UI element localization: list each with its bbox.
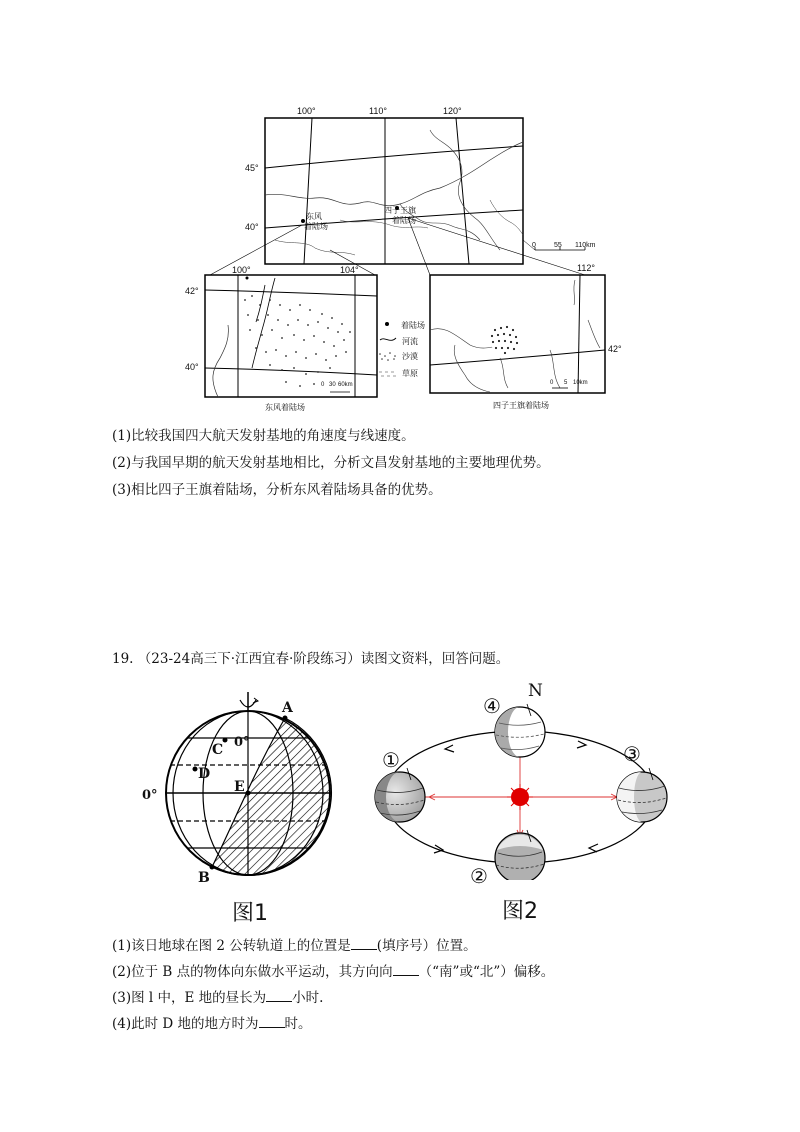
figure-1-globe bbox=[140, 690, 350, 930]
right-inset-map bbox=[430, 275, 605, 393]
fig1-label-c: C bbox=[212, 742, 224, 758]
right-map-caption: 四子王旗着陆场 bbox=[493, 401, 549, 410]
fig1-label-zero-left: 0° bbox=[142, 788, 158, 803]
fig1-label-e: E bbox=[234, 779, 245, 795]
lon-label-120: 120° bbox=[443, 106, 462, 116]
q19-4-suffix: 时。 bbox=[284, 1016, 312, 1032]
fig2-caption: 图2 bbox=[502, 899, 538, 924]
main-scale-110: 110km bbox=[575, 242, 596, 249]
figure-2-orbit bbox=[365, 680, 675, 880]
main-scale-0: 0 bbox=[532, 242, 536, 249]
map-legend bbox=[379, 322, 396, 376]
fig1-label-zero-top: 0° bbox=[234, 735, 250, 750]
answer-blank-4[interactable] bbox=[259, 1015, 285, 1028]
right-lat-42: 42° bbox=[608, 344, 622, 354]
fig1-label-a: A bbox=[282, 700, 293, 716]
siziwang-label: 四子王旗 bbox=[384, 206, 416, 215]
left-lat-40: 40° bbox=[185, 362, 199, 372]
main-map bbox=[265, 118, 585, 264]
legend-landing: 着陆场 bbox=[401, 321, 425, 330]
main-scale-55: 55 bbox=[554, 242, 562, 249]
dongfeng-label: 东风 bbox=[306, 212, 322, 221]
question-19-4 bbox=[112, 1015, 312, 1033]
dongfeng-label-2: 着陆场 bbox=[304, 222, 328, 231]
earth-position-3 bbox=[617, 768, 667, 822]
siziwang-label-2: 着陆场 bbox=[392, 216, 416, 225]
q19-1-text: (1)该日地球在图 2 公转轨道上的位置是 bbox=[112, 938, 351, 954]
fig2-label-2: ② bbox=[470, 864, 488, 888]
answer-blank-2[interactable] bbox=[393, 963, 419, 976]
night-side bbox=[212, 718, 331, 875]
q19-3-text: (3)图 l 中，E 地的昼长为 bbox=[112, 990, 267, 1006]
right-scale-10: 10km bbox=[573, 380, 588, 386]
fig2-label-4: ④ bbox=[483, 694, 501, 718]
question-19-1 bbox=[112, 937, 477, 955]
question-19-3 bbox=[112, 989, 323, 1007]
lat-label-40: 40° bbox=[245, 222, 259, 232]
landing-site-maps bbox=[190, 100, 610, 415]
left-scale-30: 30 bbox=[329, 382, 336, 388]
fig2-label-3: ③ bbox=[623, 742, 641, 766]
q19-2-text: (2)位于 B 点的物体向东做水平运动，其方向向 bbox=[112, 964, 393, 980]
legend-desert: 沙漠 bbox=[402, 352, 418, 361]
fig1-caption: 图1 bbox=[232, 901, 268, 926]
question-19-header bbox=[112, 650, 509, 668]
left-scale-60: 60km bbox=[338, 382, 353, 388]
lon-label-100: 100° bbox=[297, 106, 316, 116]
question-18-1: (1)比较我国四大航天发射基地的角速度与线速度。 bbox=[112, 428, 415, 444]
question-source: （23-24高三下·江西宜春·阶段练习）读图文资料，回答问题。 bbox=[137, 651, 510, 667]
legend-river: 河流 bbox=[402, 337, 418, 346]
q19-1-suffix: (填序号）位置。 bbox=[376, 938, 477, 954]
legend-grassland: 草原 bbox=[402, 369, 418, 378]
left-map-caption: 东风着陆场 bbox=[265, 403, 305, 412]
fig1-label-b: B bbox=[198, 870, 210, 886]
question-19-2 bbox=[112, 963, 554, 981]
q19-2-suffix: （“南”或“北”）偏移。 bbox=[418, 964, 555, 980]
right-scale-0: 0 bbox=[550, 380, 554, 386]
fig2-label-1: ① bbox=[382, 748, 400, 772]
earth-position-1 bbox=[375, 768, 425, 822]
sun-icon bbox=[507, 784, 533, 810]
left-scale-0: 0 bbox=[321, 382, 325, 388]
lon-label-110: 110° bbox=[369, 106, 387, 116]
left-lat-42: 42° bbox=[185, 286, 199, 296]
left-lon-100: 100° bbox=[232, 265, 251, 275]
left-inset-map bbox=[205, 275, 377, 397]
q19-4-text: (4)此时 D 地的地方时为 bbox=[112, 1016, 259, 1032]
answer-blank-3[interactable] bbox=[266, 989, 292, 1002]
right-lon-112: 112° bbox=[577, 263, 595, 273]
answer-blank-1[interactable] bbox=[351, 937, 377, 950]
question-18-3: (3)相比四子王旗着陆场，分析东风着陆场具备的优势。 bbox=[112, 482, 442, 498]
q19-3-suffix: 小时. bbox=[292, 990, 324, 1006]
fig2-label-n: N bbox=[528, 681, 543, 701]
right-scale-5: 5 bbox=[564, 380, 568, 386]
lat-label-45: 45° bbox=[245, 163, 259, 173]
left-lon-104: 104° bbox=[340, 265, 359, 275]
question-number: 19. bbox=[112, 651, 134, 667]
earth-position-2 bbox=[495, 830, 545, 880]
earth-position-4 bbox=[495, 704, 545, 757]
fig1-label-d: D bbox=[198, 766, 211, 782]
question-18-2: (2)与我国早期的航天发射基地相比，分析文昌发射基地的主要地理优势。 bbox=[112, 455, 550, 471]
